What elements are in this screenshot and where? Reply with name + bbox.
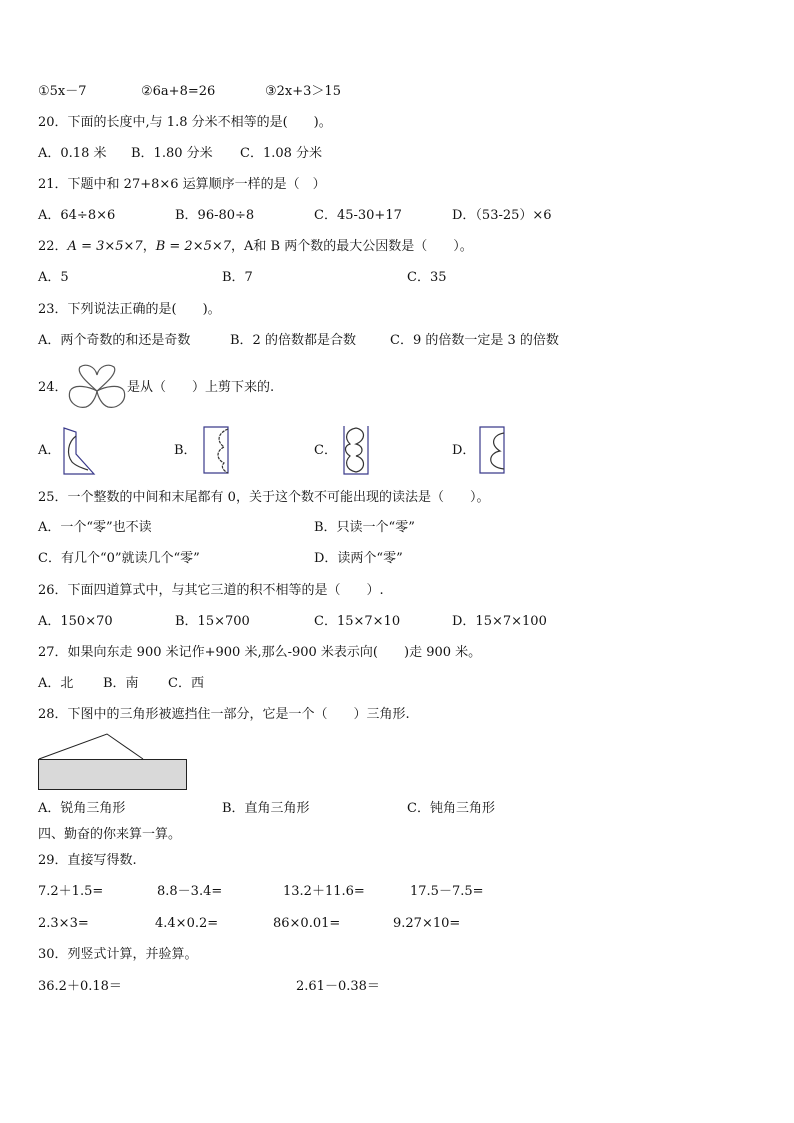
q25-option-a: A．一个“零”也不读 bbox=[38, 520, 152, 535]
q28-option-a: A．锐角三角形 bbox=[38, 801, 126, 816]
q28-option-c: C．钝角三角形 bbox=[407, 801, 495, 816]
q24-number: 24． bbox=[38, 380, 68, 395]
q27-option-b: B．南 bbox=[103, 676, 139, 691]
q26-option-c: C．15×7×10 bbox=[314, 614, 401, 629]
q20-stem: 20．下面的长度中,与 1.8 分米不相等的是( )。 bbox=[38, 115, 332, 130]
hidden-triangle-figure bbox=[37, 732, 189, 792]
q24-option-a: A． bbox=[38, 443, 61, 458]
q23-stem: 23．下列说法正确的是( )。 bbox=[38, 302, 221, 317]
q29-item: 9.27×10= bbox=[393, 916, 461, 931]
q22-option-b: B．7 bbox=[222, 270, 253, 285]
section-4-heading: 四、勤奋的你来算一算。 bbox=[38, 827, 182, 842]
q20-option-b: B．1.80 分米 bbox=[131, 146, 213, 161]
q22-stem bbox=[38, 239, 473, 255]
q22-separator: ， bbox=[142, 239, 156, 254]
q24-option-c: C． bbox=[314, 443, 337, 458]
q27-stem: 27．如果向东走 900 米记作+900 米,那么-900 米表示向( )走 900 米。 bbox=[38, 645, 482, 660]
q21-option-d: D．（53-25）×6 bbox=[452, 208, 552, 223]
q27-option-c: C．西 bbox=[168, 676, 204, 691]
q22-option-a: A．5 bbox=[38, 270, 69, 285]
q24-option-a-shape bbox=[62, 426, 96, 476]
q23-option-c: C．9 的倍数一定是 3 的倍数 bbox=[390, 333, 559, 348]
q24-option-b-shape bbox=[202, 425, 232, 475]
q19-option-2: ②6a+8=26 bbox=[141, 84, 216, 99]
q29-item: 4.4×0.2= bbox=[155, 916, 219, 931]
q30-stem: 30．列竖式计算，并验算。 bbox=[38, 947, 198, 962]
q29-stem: 29．直接写得数. bbox=[38, 853, 137, 868]
q22-tail: ，A和 B 两个数的最大公因数是（ ）。 bbox=[231, 239, 473, 254]
q24-option-b: B． bbox=[174, 443, 197, 458]
q22-a-expression: A = 3×5×7 bbox=[67, 239, 143, 254]
q23-option-b: B．2 的倍数都是合数 bbox=[230, 333, 356, 348]
clover-cutout-figure bbox=[66, 365, 128, 413]
q24-option-c-shape bbox=[340, 424, 372, 476]
q29-item: 13.2＋11.6= bbox=[283, 884, 365, 899]
q30-item-2: 2.61－0.38＝ bbox=[296, 979, 380, 994]
q26-option-d: D．15×7×100 bbox=[452, 614, 547, 629]
q29-item: 7.2＋1.5= bbox=[38, 884, 104, 899]
q26-stem: 26．下面四道算式中，与其它三道的积不相等的是（ ）. bbox=[38, 583, 384, 598]
q19-option-1: ①5x－7 bbox=[38, 84, 87, 99]
q20-option-a: A．0.18 米 bbox=[38, 146, 107, 161]
q25-stem: 25．一个整数的中间和末尾都有 0，关于这个数不可能出现的读法是（ ）。 bbox=[38, 490, 490, 505]
q21-option-b: B．96-80÷8 bbox=[175, 208, 255, 223]
q22-option-c: C．35 bbox=[407, 270, 447, 285]
q30-item-1: 36.2＋0.18＝ bbox=[38, 979, 122, 994]
q26-option-b: B．15×700 bbox=[175, 614, 250, 629]
q27-option-a: A．北 bbox=[38, 676, 74, 691]
q25-option-b: B．只读一个“零” bbox=[314, 520, 415, 535]
q21-option-c: C．45-30+17 bbox=[314, 208, 402, 223]
q24-stem-text: 是从（ ）上剪下来的. bbox=[127, 380, 275, 395]
q28-option-b: B．直角三角形 bbox=[222, 801, 310, 816]
q29-item: 2.3×3= bbox=[38, 916, 89, 931]
q26-option-a: A．150×70 bbox=[38, 614, 113, 629]
q24-option-d-shape bbox=[478, 425, 508, 475]
q19-option-3: ③2x+3＞15 bbox=[265, 84, 341, 99]
q23-option-a: A．两个奇数的和还是奇数 bbox=[38, 333, 191, 348]
q25-option-c: C．有几个“0”就读几个“零” bbox=[38, 551, 200, 566]
q21-option-a: A．64÷8×6 bbox=[38, 208, 116, 223]
q29-item: 8.8－3.4= bbox=[157, 884, 223, 899]
q28-stem: 28．下图中的三角形被遮挡住一部分，它是一个（ ）三角形. bbox=[38, 707, 410, 722]
q21-stem: 21．下题中和 27+8×6 运算顺序一样的是（ ） bbox=[38, 177, 326, 192]
q25-option-d: D．读两个“零” bbox=[314, 551, 403, 566]
q20-option-c: C．1.08 分米 bbox=[240, 146, 323, 161]
q29-item: 17.5－7.5= bbox=[410, 884, 484, 899]
q29-item: 86×0.01= bbox=[273, 916, 341, 931]
q22-number: 22． bbox=[38, 239, 68, 254]
q22-b-expression: B = 2×5×7 bbox=[155, 239, 232, 254]
q24-option-d: D． bbox=[452, 443, 476, 458]
